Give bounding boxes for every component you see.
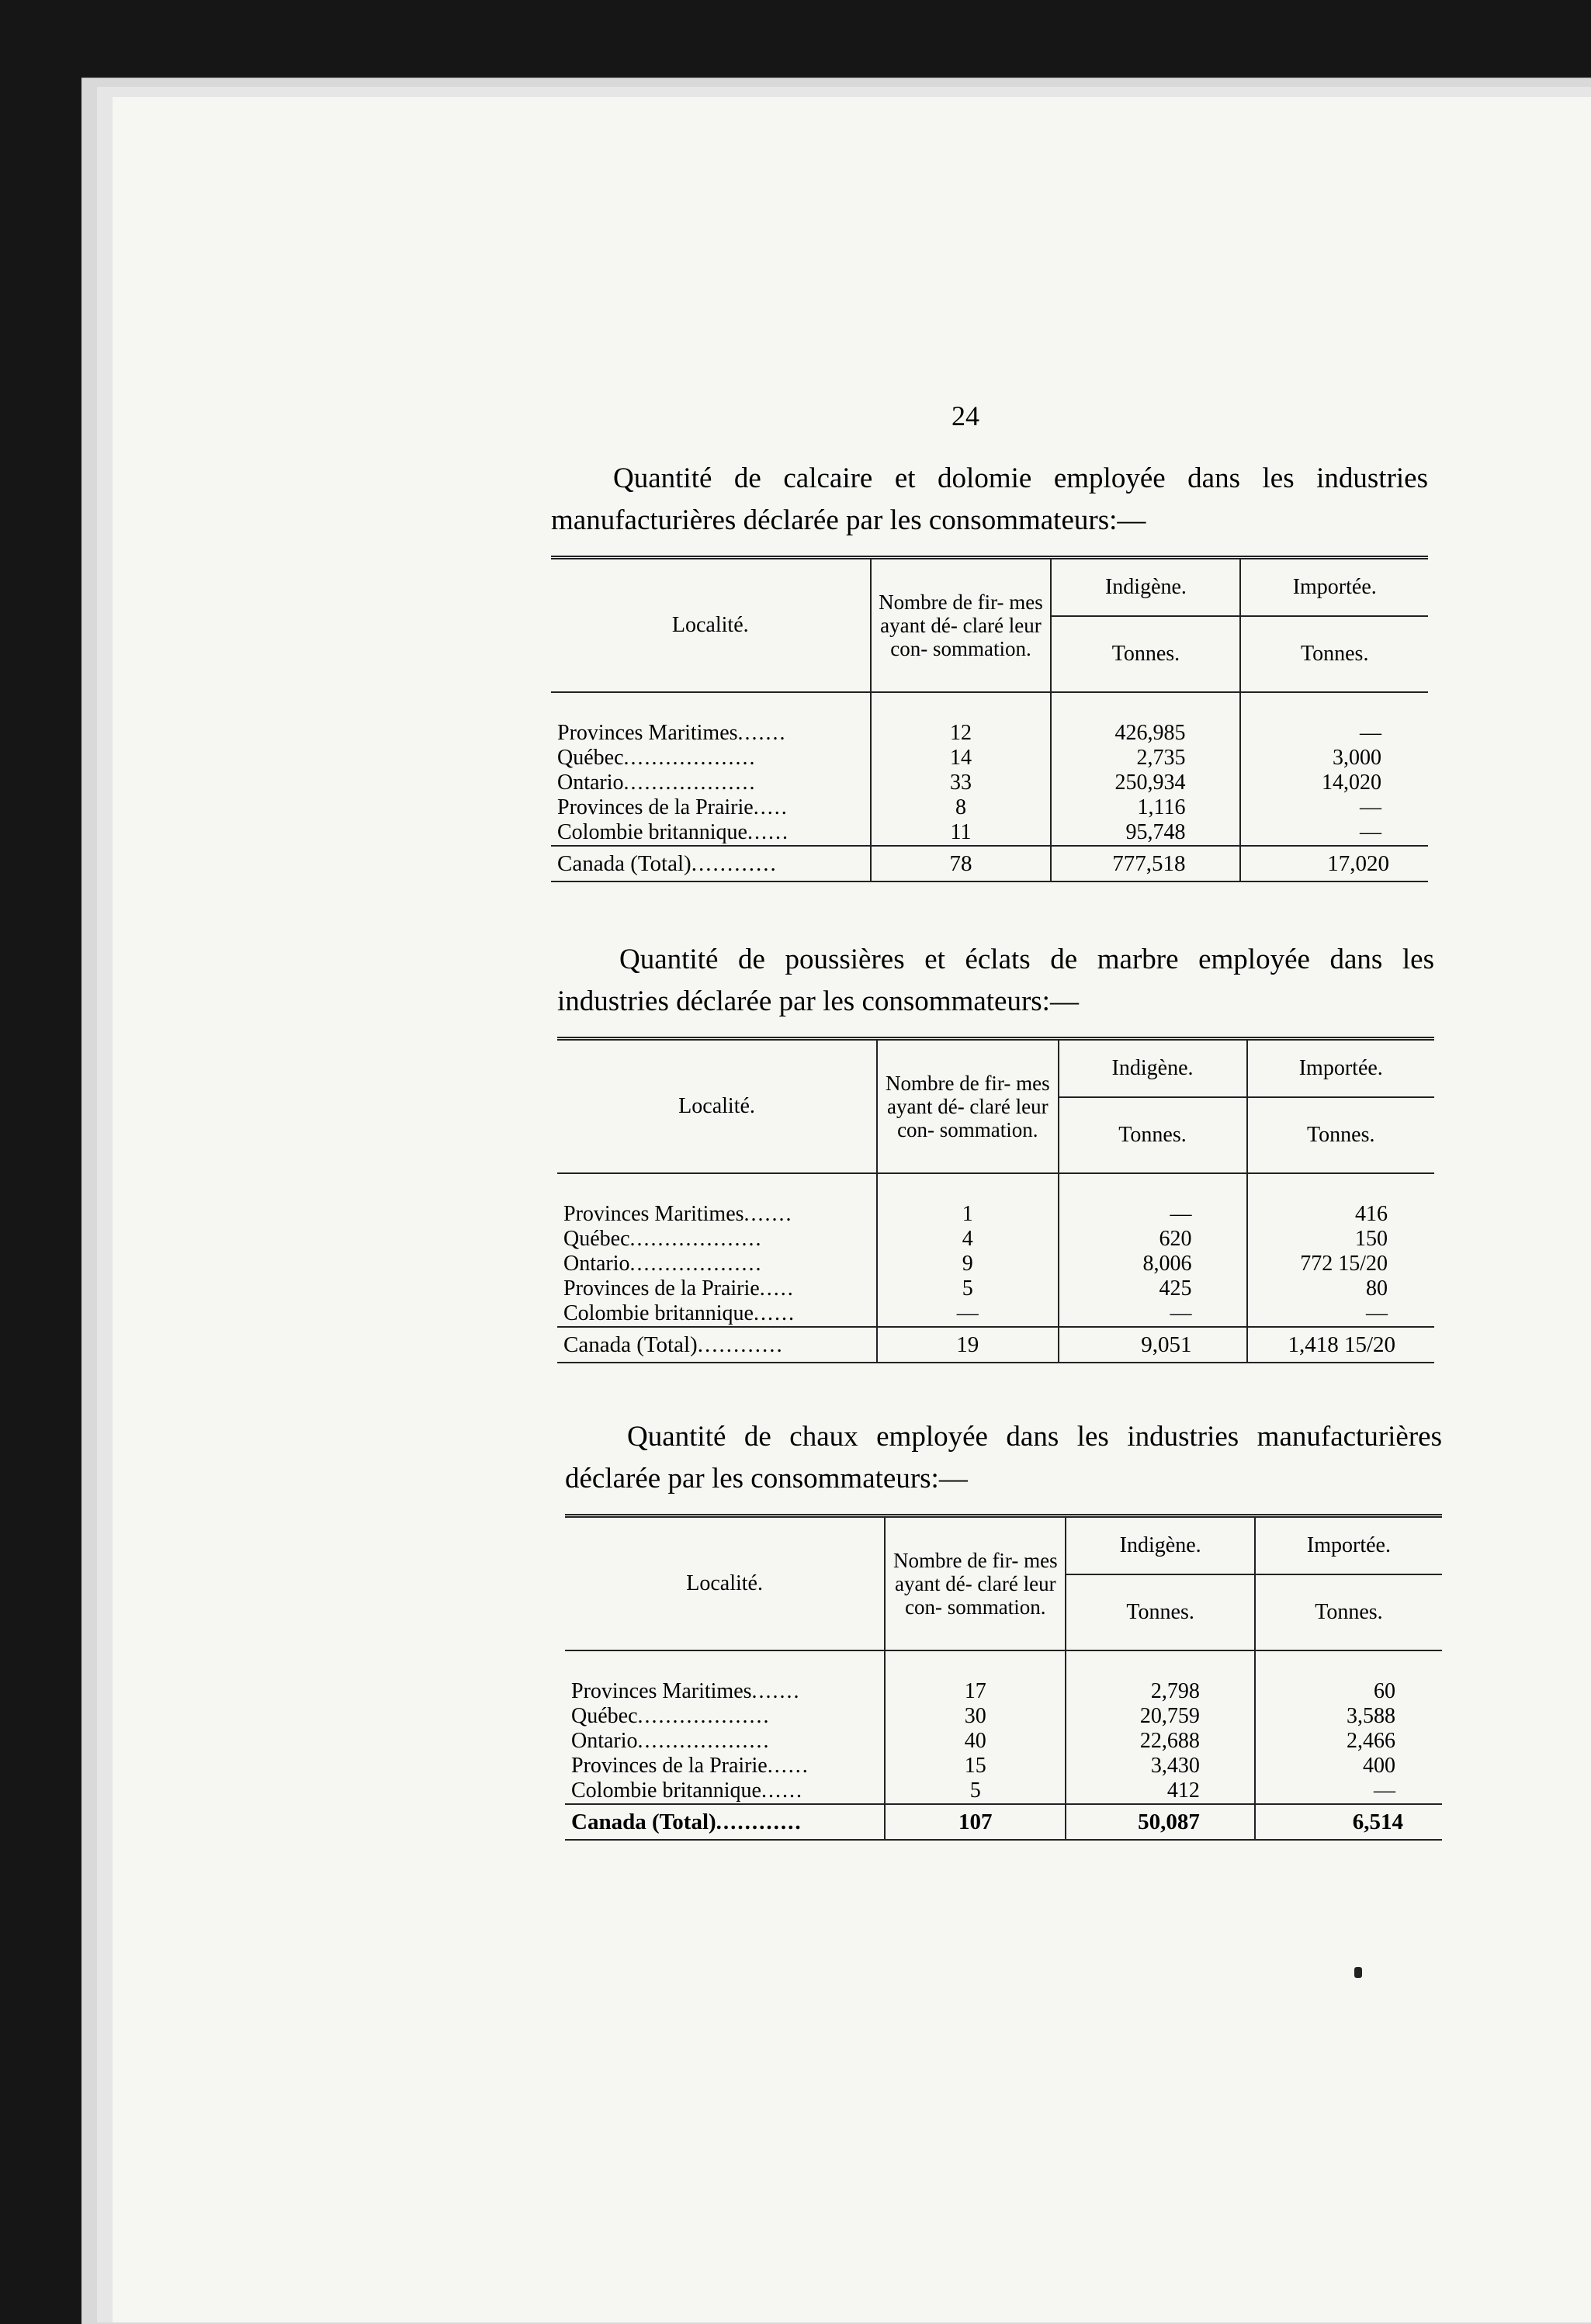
table-row: Provinces Maritimes....... 1 — 416 bbox=[557, 1202, 1434, 1227]
total-importee: 17,020 bbox=[1240, 846, 1428, 881]
row-localite: Provinces de la Prairie bbox=[571, 1754, 768, 1778]
header-importee: Importée. bbox=[1255, 1516, 1442, 1575]
row-localite: Québec bbox=[563, 1227, 630, 1251]
header-localite: Localité. bbox=[565, 1516, 885, 1651]
table-row: Québec................... 14 2,735 3,000 bbox=[551, 746, 1428, 771]
row-firmes: 9 bbox=[877, 1252, 1058, 1276]
header-importee: Importée. bbox=[1240, 558, 1428, 617]
row-indigene: 3,430 bbox=[1066, 1754, 1254, 1779]
total-localite: Canada (Total) bbox=[557, 851, 692, 876]
total-firmes: 78 bbox=[871, 846, 1052, 881]
row-importee: 3,588 bbox=[1347, 1704, 1395, 1728]
row-indigene: — bbox=[1059, 1301, 1247, 1327]
total-indigene: 777,518 bbox=[1051, 846, 1240, 881]
row-indigene: 250,934 bbox=[1051, 771, 1240, 795]
row-firmes: 8 bbox=[871, 795, 1052, 820]
table-row: Ontario................... 9 8,006 772 15/20 bbox=[557, 1252, 1434, 1276]
table-row: Colombie britannique...... 11 95,748 — bbox=[551, 820, 1428, 846]
unit-indigene: Tonnes. bbox=[1059, 1097, 1247, 1173]
total-firmes: 19 bbox=[877, 1327, 1058, 1363]
row-indigene: 2,735 bbox=[1051, 746, 1240, 771]
total-indigene: 50,087 bbox=[1066, 1804, 1254, 1840]
row-importee: — bbox=[1366, 1301, 1388, 1325]
row-localite: Provinces Maritimes bbox=[563, 1202, 744, 1226]
unit-importee: Tonnes. bbox=[1247, 1097, 1434, 1173]
total-localite: Canada (Total) bbox=[571, 1810, 716, 1834]
row-firmes: 12 bbox=[871, 721, 1052, 746]
header-row bbox=[557, 1039, 1434, 1098]
row-firmes: 17 bbox=[885, 1679, 1066, 1704]
row-indigene: — bbox=[1059, 1202, 1247, 1227]
row-localite: Ontario bbox=[563, 1252, 630, 1276]
data-table bbox=[551, 556, 1428, 882]
row-indigene: 2,798 bbox=[1066, 1679, 1254, 1704]
row-firmes: 15 bbox=[885, 1754, 1066, 1779]
row-importee: 2,466 bbox=[1347, 1729, 1395, 1753]
row-importee: 14,020 bbox=[1322, 771, 1381, 795]
row-localite: Ontario bbox=[571, 1729, 638, 1753]
total-row: Canada (Total)............ 78 777,518 17,020 bbox=[551, 846, 1428, 881]
row-importee: 150 bbox=[1355, 1227, 1388, 1251]
header-row bbox=[551, 558, 1428, 617]
table-row: Colombie britannique...... 5 412 — bbox=[565, 1779, 1442, 1804]
caption: Quantité de calcaire et dolomie employée dans les industries manufacturières déclarée par les consommateurs:— bbox=[551, 462, 1428, 536]
row-importee: 3,000 bbox=[1333, 746, 1381, 770]
row-localite: Québec bbox=[557, 746, 624, 770]
header-localite: Localité. bbox=[557, 1039, 877, 1174]
row-firmes: 4 bbox=[877, 1227, 1058, 1252]
total-localite: Canada (Total) bbox=[563, 1332, 698, 1357]
section-calcaire-dolomie bbox=[551, 458, 1428, 882]
row-importee: — bbox=[1360, 795, 1381, 819]
caption: Quantité de chaux employée dans les industries manufacturières déclarée par les consommateurs:— bbox=[565, 1421, 1442, 1494]
caption: Quantité de poussières et éclats de marbre employée dans les industries déclarée par les consommateurs:— bbox=[557, 944, 1434, 1017]
row-localite: Québec bbox=[571, 1704, 638, 1728]
data-table bbox=[565, 1514, 1442, 1841]
unit-importee: Tonnes. bbox=[1255, 1574, 1442, 1650]
row-firmes: 1 bbox=[877, 1202, 1058, 1227]
header-firmes: Nombre de fir- mes ayant dé- claré leur con- sommation. bbox=[885, 1516, 1066, 1651]
row-indigene: 95,748 bbox=[1051, 820, 1240, 846]
table-row: Ontario................... 40 22,688 2,466 bbox=[565, 1729, 1442, 1754]
row-importee: — bbox=[1374, 1779, 1395, 1803]
row-firmes: 30 bbox=[885, 1704, 1066, 1729]
table-row: Provinces de la Prairie..... 8 1,116 — bbox=[551, 795, 1428, 820]
page-number: 24 bbox=[951, 400, 979, 431]
total-row: Canada (Total)............ 107 50,087 6,514 bbox=[565, 1804, 1442, 1840]
total-row: Canada (Total)............ 19 9,051 1,418 15/20 bbox=[557, 1327, 1434, 1363]
row-importee: — bbox=[1360, 721, 1381, 745]
row-firmes: 40 bbox=[885, 1729, 1066, 1754]
section-poussieres-marbre bbox=[557, 939, 1434, 1363]
section-chaux bbox=[565, 1416, 1442, 1841]
row-firmes: — bbox=[877, 1301, 1058, 1327]
unit-importee: Tonnes. bbox=[1240, 616, 1428, 692]
data-table bbox=[557, 1037, 1434, 1363]
table-row: Provinces Maritimes....... 12 426,985 — bbox=[551, 721, 1428, 746]
unit-indigene: Tonnes. bbox=[1066, 1574, 1254, 1650]
row-localite: Colombie britannique bbox=[571, 1779, 761, 1803]
row-firmes: 33 bbox=[871, 771, 1052, 795]
row-localite: Provinces Maritimes bbox=[557, 721, 738, 745]
row-firmes: 5 bbox=[885, 1779, 1066, 1804]
row-firmes: 5 bbox=[877, 1276, 1058, 1301]
table-row: Québec................... 30 20,759 3,588 bbox=[565, 1704, 1442, 1729]
header-importee: Importée. bbox=[1247, 1039, 1434, 1098]
row-firmes: 14 bbox=[871, 746, 1052, 771]
unit-indigene: Tonnes. bbox=[1051, 616, 1240, 692]
row-indigene: 426,985 bbox=[1051, 721, 1240, 746]
row-localite: Provinces Maritimes bbox=[571, 1679, 752, 1703]
table-row: Colombie britannique...... — — — bbox=[557, 1301, 1434, 1327]
header-firmes: Nombre de fir- mes ayant dé- claré leur con- sommation. bbox=[871, 558, 1052, 693]
row-localite: Provinces de la Prairie bbox=[557, 795, 754, 819]
row-importee: 80 bbox=[1366, 1276, 1388, 1301]
table-row: Ontario................... 33 250,934 14,020 bbox=[551, 771, 1428, 795]
total-indigene: 9,051 bbox=[1059, 1327, 1247, 1363]
row-indigene: 1,116 bbox=[1051, 795, 1240, 820]
header-row bbox=[565, 1516, 1442, 1575]
header-indigene: Indigène. bbox=[1059, 1039, 1247, 1098]
row-localite: Colombie britannique bbox=[563, 1301, 754, 1325]
header-firmes: Nombre de fir- mes ayant dé- claré leur con- sommation. bbox=[877, 1039, 1058, 1174]
row-importee: 400 bbox=[1363, 1754, 1395, 1778]
table-row: Provinces Maritimes....... 17 2,798 60 bbox=[565, 1679, 1442, 1704]
row-localite: Colombie britannique bbox=[557, 820, 747, 844]
row-localite: Provinces de la Prairie bbox=[563, 1276, 760, 1301]
table-row: Provinces de la Prairie..... 5 425 80 bbox=[557, 1276, 1434, 1301]
table-row: Provinces de la Prairie...... 15 3,430 400 bbox=[565, 1754, 1442, 1779]
row-indigene: 22,688 bbox=[1066, 1729, 1254, 1754]
row-importee: 416 bbox=[1355, 1202, 1388, 1226]
total-importee: 6,514 bbox=[1255, 1804, 1442, 1840]
row-indigene: 412 bbox=[1066, 1779, 1254, 1804]
ink-mark bbox=[1354, 1967, 1362, 1978]
header-indigene: Indigène. bbox=[1066, 1516, 1254, 1575]
row-localite: Ontario bbox=[557, 771, 624, 795]
row-indigene: 620 bbox=[1059, 1227, 1247, 1252]
header-localite: Localité. bbox=[551, 558, 871, 693]
row-indigene: 425 bbox=[1059, 1276, 1247, 1301]
row-indigene: 20,759 bbox=[1066, 1704, 1254, 1729]
row-importee: — bbox=[1360, 820, 1381, 844]
row-importee: 60 bbox=[1374, 1679, 1395, 1703]
header-indigene: Indigène. bbox=[1051, 558, 1240, 617]
row-firmes: 11 bbox=[871, 820, 1052, 846]
total-firmes: 107 bbox=[885, 1804, 1066, 1840]
row-importee: 772 15/20 bbox=[1300, 1252, 1388, 1276]
row-indigene: 8,006 bbox=[1059, 1252, 1247, 1276]
total-importee: 1,418 15/20 bbox=[1247, 1327, 1434, 1363]
table-row: Québec................... 4 620 150 bbox=[557, 1227, 1434, 1252]
